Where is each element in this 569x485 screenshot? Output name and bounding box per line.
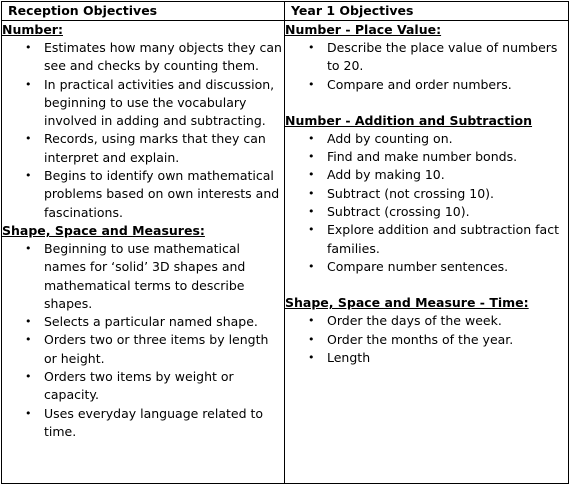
- objective-item: [285, 130, 568, 148]
- objective-item: [285, 166, 568, 184]
- section-heading: Shape, Space and Measures:: [2, 222, 205, 238]
- objective-item: [285, 312, 568, 330]
- objective-item: [285, 349, 568, 367]
- bullet-icon: •: [308, 41, 315, 54]
- bullet-icon: •: [308, 150, 315, 164]
- objective-text: Estimates how many objects they can see and checks by counting them.: [44, 40, 282, 74]
- reception-objectives-cell: [2, 21, 285, 484]
- objective-text: Order the days of the week.: [327, 313, 502, 329]
- header-row: [2, 2, 569, 21]
- objective-item: [2, 313, 284, 331]
- section-heading: Shape, Space and Measure - Time:: [285, 295, 529, 311]
- year1-section-number-addition-and-subtraction: [285, 112, 568, 276]
- objective-list: [2, 240, 284, 441]
- reception-header-cell: [2, 2, 285, 21]
- bullet-icon: •: [308, 259, 315, 273]
- objective-text: Beginning to use mathematical names for ‘solid’ 3D shapes and mathematical terms to describe shapes.: [44, 240, 246, 311]
- bullet-icon: •: [308, 350, 315, 364]
- objective-list: [285, 312, 568, 367]
- section-heading: Number - Addition and Subtraction: [285, 112, 533, 128]
- objective-text: Describe the place value of numbers to 20.: [327, 40, 558, 74]
- objective-list: [285, 130, 568, 276]
- objective-text: Orders two or three items by length or height.: [44, 332, 269, 366]
- objective-text: Selects a particular named shape.: [44, 314, 258, 330]
- reception-sections: [2, 21, 284, 441]
- bullet-icon: •: [308, 186, 315, 200]
- bullet-icon: •: [25, 315, 32, 329]
- bullet-icon: •: [308, 223, 315, 237]
- reception-section-number: [2, 21, 284, 222]
- bullet-icon: •: [25, 77, 32, 91]
- objective-item: [285, 203, 568, 221]
- objective-item: [2, 76, 284, 131]
- objective-text: Records, using marks that they can interpret and explain.: [44, 131, 266, 165]
- objective-item: [285, 185, 568, 203]
- objective-text: In practical activities and discussion, beginning to use the vocabulary involved in adding and subtracting.: [44, 76, 275, 129]
- objective-item: [285, 148, 568, 166]
- year1-objectives-cell: [285, 21, 569, 484]
- objective-list: [2, 39, 284, 222]
- year1-column-title: Year 1 Objectives: [291, 3, 414, 18]
- objective-text: Compare number sentences.: [327, 258, 509, 274]
- objective-item: [2, 130, 284, 167]
- bullet-icon: •: [25, 406, 32, 420]
- year1-header-cell: [285, 2, 569, 21]
- bullet-icon: •: [308, 77, 315, 91]
- objective-text: Add by making 10.: [327, 167, 445, 183]
- bullet-icon: •: [308, 205, 315, 219]
- bullet-icon: •: [308, 168, 315, 182]
- objective-text: Compare and order numbers.: [327, 76, 512, 92]
- bullet-icon: •: [308, 314, 315, 328]
- objective-item: [285, 258, 568, 276]
- year1-sections: [285, 21, 568, 367]
- objective-item: [2, 167, 284, 222]
- bullet-icon: •: [25, 169, 32, 183]
- objectives-table: [1, 1, 569, 484]
- bullet-icon: •: [308, 332, 315, 346]
- objective-text: Subtract (crossing 10).: [327, 204, 470, 220]
- objective-text: Orders two items by weight or capacity.: [44, 369, 234, 403]
- section-heading: Number - Place Value:: [285, 22, 442, 37]
- objective-item: [2, 331, 284, 368]
- objective-text: Subtract (not crossing 10).: [327, 185, 495, 201]
- year1-section-number-place-value: [285, 21, 568, 94]
- objective-text: Add by counting on.: [327, 130, 453, 146]
- objective-item: [285, 221, 568, 258]
- reception-section-shape-space-and-measures: [2, 222, 284, 441]
- objective-item: [2, 368, 284, 405]
- objective-text: Length: [327, 349, 371, 365]
- objective-item: [285, 76, 568, 94]
- objective-text: Explore addition and subtraction fact families.: [327, 222, 559, 256]
- bullet-icon: •: [25, 241, 32, 255]
- objective-text: Begins to identify own mathematical problems based on own interests and fascinations.: [44, 168, 280, 220]
- objective-text: Uses everyday language related to time.: [44, 405, 264, 439]
- reception-column-title: Reception Objectives: [8, 3, 158, 18]
- objective-list: [285, 39, 568, 94]
- bullet-icon: •: [308, 131, 315, 145]
- bullet-icon: •: [25, 41, 32, 54]
- objective-text: Find and make number bonds.: [327, 149, 518, 165]
- bullet-icon: •: [25, 132, 32, 146]
- body-row: [2, 21, 569, 484]
- objective-text: Order the months of the year.: [327, 331, 514, 347]
- objective-item: [2, 240, 284, 313]
- objective-item: [2, 39, 284, 76]
- objective-item: [285, 331, 568, 349]
- bullet-icon: •: [25, 370, 32, 384]
- section-heading: Number:: [2, 22, 63, 37]
- objective-item: [285, 39, 568, 76]
- bullet-icon: •: [25, 333, 32, 347]
- year1-section-shape-space-and-measure-time: [285, 294, 568, 367]
- objective-item: [2, 405, 284, 442]
